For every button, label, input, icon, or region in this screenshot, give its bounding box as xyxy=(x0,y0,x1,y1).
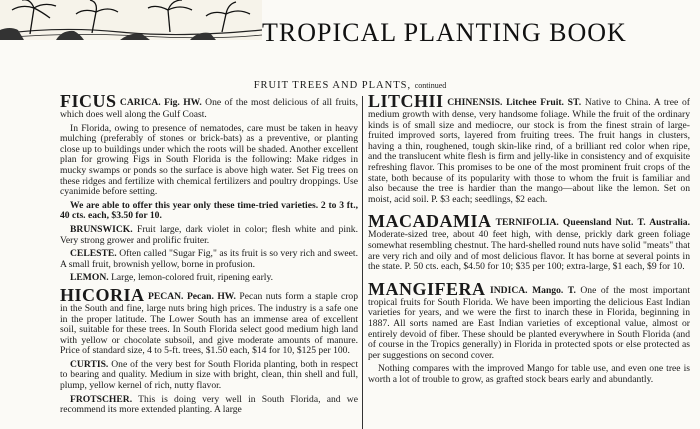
variety-frotscher xyxy=(60,395,358,416)
species-name: INDICA. xyxy=(490,284,528,296)
variety-brunswick xyxy=(60,225,358,246)
variety-celeste xyxy=(60,249,358,270)
species-name: TERNIFOLIA. xyxy=(495,217,559,229)
entry-intro: Moderate-sized tree, about 40 feet high, with dense, prickly dark green foliage somewhat resembling chestnut. The hard-shelled round nuts have solid "meats" that are very rich and oily and of most delicious flavor. It has borne at several points in the state. P. 50 cts. each, $4.50 for 10; $35 per 100; extra-large, $1 each, $9 for 10. xyxy=(368,229,690,273)
section-continued: continued xyxy=(414,81,447,90)
variety-description: Fruit large, dark violet in color; flesh white and pink. Very strong grower and prolific fruiter. xyxy=(60,223,358,246)
hardiness-code: ST. xyxy=(567,97,582,108)
species-name: PECAN. xyxy=(148,290,184,302)
genus-name: MANGIFERA xyxy=(368,278,486,299)
genus-name: FICUS xyxy=(60,91,117,111)
variety-description: This is doing very well in South Florida, and we recommend its more extended planting. A large xyxy=(60,393,358,416)
variety-curtis xyxy=(60,360,358,392)
entry-mangifera xyxy=(368,278,690,362)
hardiness-code: HW. xyxy=(217,290,236,302)
column-divider xyxy=(362,96,363,429)
variety-name: FROTSCHER. xyxy=(70,393,133,405)
entry-intro: Native to China. A tree of medium growth with dense, very handsome foliage. While the fruit of the ordinary kinds is of small size and mediocre, our stock is from the finest strain of large-fruited improved sorts, layered from fruiting trees. The fruit hangs in clusters, having a thin, roughened, tough skin-like rind, of a brilliant red color when ripe, and the translucent white flesh is firm and jelly-like in consistency and of exquisite refreshing flavor. This promises to be one of the most prominent fruit crops of the state, both because of its popularity with those to whom the fruit is familiar and also because the tree is hardier than the mango—about like the lemon. Set on moist, acid soil. P. $3 each; seedlings, $2 each. xyxy=(368,97,690,205)
hardiness-code: T. xyxy=(567,284,576,296)
entry-intro: One of the most important tropical fruits for South Florida. We have been importing the delicious East Indian varieties for years, and we were the first to inarch these in Florida, beginning in 1887. All sorts named are East Indian varieties of exceptional value, almost or entirely devoid of fiber. These should be planted everywhere in South Florida (and of course in the Tropics generally) in Florida in protected spots or else protected as per suggestions on second cover. xyxy=(368,284,690,361)
entry-ficus xyxy=(60,93,358,121)
common-name: Queensland Nut. xyxy=(562,217,634,229)
variety-name: LEMON. xyxy=(70,272,109,284)
species-name: CARICA. xyxy=(119,97,161,108)
hardiness-code: T. Australia. xyxy=(637,217,690,229)
book-title: TROPICAL PLANTING BOOK xyxy=(262,18,627,47)
variety-name: CURTIS. xyxy=(70,358,109,370)
entry-paragraph-offer xyxy=(60,201,358,222)
variety-name: CELESTE. xyxy=(70,248,117,260)
section-heading xyxy=(0,80,700,91)
left-column xyxy=(60,93,358,419)
right-column xyxy=(368,93,690,388)
common-name: Fig. xyxy=(164,97,180,108)
genus-name: HICORIA xyxy=(60,284,145,305)
section-title: FRUIT TREES AND PLANTS, xyxy=(253,80,412,91)
variety-lemon xyxy=(60,273,358,284)
genus-name: LITCHII xyxy=(368,91,444,111)
variety-name: BRUNSWICK. xyxy=(70,223,133,235)
entry-paragraph: Nothing compares with the improved Mango for table use, and even one tree is worth a lot of trouble to grow, as grafted stock bears early and abundantly. xyxy=(368,363,690,385)
common-name: Pecan. xyxy=(186,290,214,302)
entry-litchii xyxy=(368,93,690,205)
genus-name: MACADAMIA xyxy=(368,211,492,232)
entry-hicoria xyxy=(60,284,359,357)
variety-description: Large, lemon-colored fruit, ripening early. xyxy=(111,272,274,284)
common-name: Litchee Fruit. xyxy=(506,97,564,108)
header-palm-illustration-icon xyxy=(0,0,262,40)
variety-description: Often called "Sugar Fig," as its fruit is so very rich and sweet. A small fruit, brownish yellow, borne in profusion. xyxy=(60,248,358,270)
offer-text: We are able to offer this year only these time-tried varieties. 2 to 3 ft., 40 cts. each, $3.50 for 10. xyxy=(60,199,358,222)
common-name: Mango. xyxy=(532,284,564,296)
entry-intro: Pecan nuts form a staple crop in the South and fine, large nuts bring high prices. The industry is a safe one in the proper latitude. The Lower South has an immense area of excellent soil, suitable for these trees. In South Florida select good medium high land with yellow or chocolate subsoil, and give moderate amounts of manure. Price of standard size, 4 to 5-ft. trees, $1.50 each, $14 for 10, $125 per 100. xyxy=(60,290,359,357)
entry-intro: One of the most delicious of all fruits, which does well along the Gulf Coast. xyxy=(60,97,359,120)
entry-paragraph: In Florida, owing to presence of nematodes, care must be taken in heavy mulching (preferably of stones or brick-bats) as a preventive, or planting close up to buildings under which the roots will be shaded. Another excellent plan for growing Figs in South Florida is the following: Make ridges in mucky swamps or ponds so the surface is above high water. Set Fig trees on these ridges and fertilize with chemical fertilizers and poultry droppings. Use cyanimide before setting. xyxy=(60,122,358,198)
hardiness-code: HW. xyxy=(183,97,202,108)
species-name: CHINENSIS. xyxy=(447,97,503,108)
entry-macadamia xyxy=(368,213,690,272)
variety-description: One of the very best for South Florida planting, both in respect to bearing and quality. Medium in size with bright, clean, thin shell and full, plump, yellow kernel of rich, nutty flavor. xyxy=(60,358,358,392)
